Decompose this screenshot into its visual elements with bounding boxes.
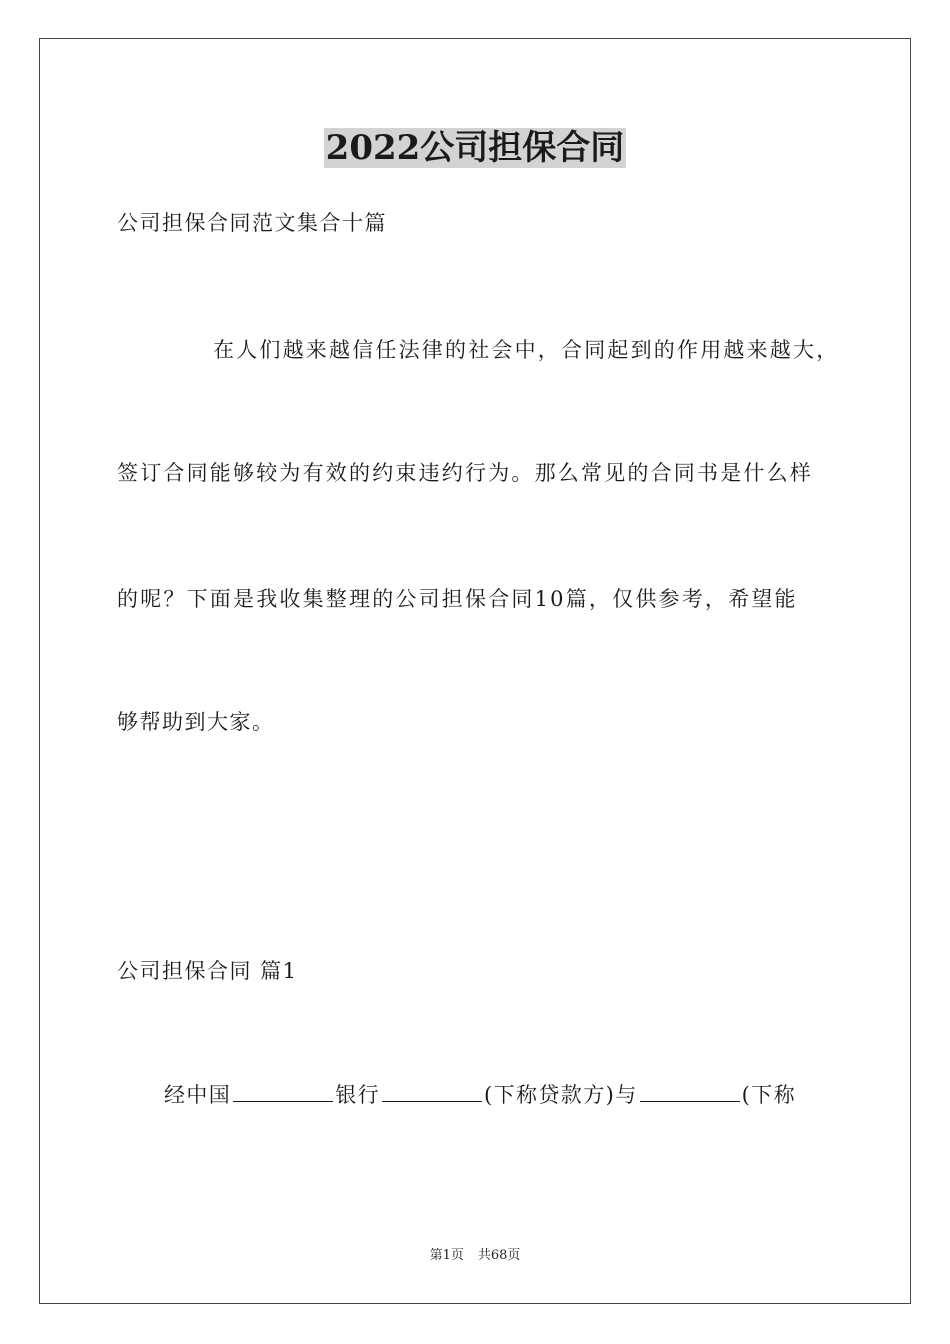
blank-field-borrower xyxy=(640,1081,740,1102)
contract-text-2: 银行 xyxy=(335,1083,381,1107)
blank-field-bank-name xyxy=(233,1081,333,1102)
document-title-text: 2022公司担保合同 xyxy=(325,128,625,168)
page-footer xyxy=(0,1247,950,1265)
document-title xyxy=(0,126,950,170)
contract-fill-line xyxy=(164,1080,796,1110)
contract-text-1: 经中国 xyxy=(164,1083,232,1107)
page-number: 第1页 xyxy=(429,1248,464,1263)
blank-field-branch xyxy=(382,1081,482,1102)
page-total: 共68页 xyxy=(477,1248,521,1263)
intro-line-2: 签订合同能够较为有效的约束违约行为。那么常见的合同书是什么样 xyxy=(117,461,813,485)
intro-line-1: 在人们越来越信任法律的社会中，合同起到的作用越来越大， xyxy=(213,338,840,362)
section-heading: 公司担保合同 篇1 xyxy=(117,959,298,983)
contract-text-3: (下称贷款方)与 xyxy=(484,1083,638,1107)
contract-text-4: (下称 xyxy=(741,1083,797,1107)
intro-line-3: 的呢？下面是我收集整理的公司担保合同10篇，仅供参考，希望能 xyxy=(117,587,798,611)
document-subtitle: 公司担保合同范文集合十篇 xyxy=(117,211,387,235)
intro-line-4: 够帮助到大家。 xyxy=(117,710,275,734)
